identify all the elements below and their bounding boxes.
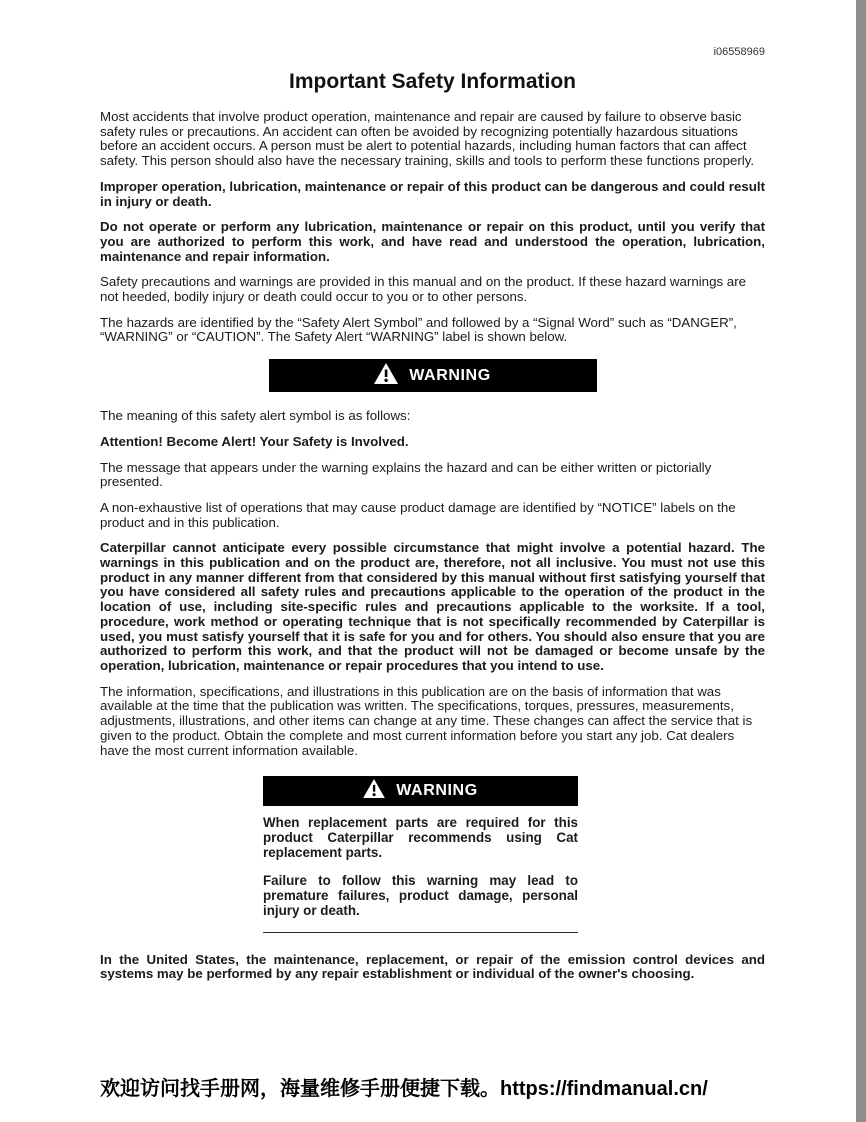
warning-label: WARNING <box>396 782 478 800</box>
warning-banner <box>263 776 578 806</box>
paragraph-symbol-meaning: The meaning of this safety alert symbol is as follows: <box>100 408 411 424</box>
paragraph-failure-to-follow: Failure to follow this warning may lead to premature failures, product damage, personal injury or death. <box>263 872 578 918</box>
paragraph-united-states-emission: In the United States, the maintenance, replacement, or repair of the emission control devices and systems may be performed by any repair establishment or individual of the owner's choosing. <box>100 951 765 982</box>
paragraph-do-not-operate: Do not operate or perform any lubrication, maintenance or repair on this product, until you verify that you are authorized to perform this work, and have read and understood the operation, lubrication, maintenance and repair information. <box>100 219 765 264</box>
warning-label: WARNING <box>409 366 491 384</box>
doc-id: i06558969 <box>713 46 765 58</box>
paragraph-caterpillar-disclaimer: Caterpillar cannot anticipate every possible circumstance that might involve a potential hazard. The warnings in this publication and on the product are, therefore, not all inclusive. You must not use this product in any manner different from that considered by this manual without first satisfying yourself that you have considered all safety rules and precautions applicable to the operation of the product in the location of use, including site-specific rules and precautions applicable to the worksite. If a tool, procedure, work method or operating technique that is not specifically recommended by Caterpillar is used, you must satisfy yourself that it is safe for you and for others. You should also ensure that you are authorized to perform this work, and that the product will not be damaged or become unsafe by the operation, lubrication, maintenance or repair procedures that you intend to use. <box>100 540 765 673</box>
warning-triangle-icon <box>363 779 385 803</box>
paragraph-notice-labels: A non-exhaustive list of operations that may cause product damage are identified by “NOTICE” labels on the product and in this publication. <box>100 499 736 530</box>
page-title: Important Safety Information <box>288 70 577 93</box>
footer-text: 欢迎访问找手册网，海量维修手册便捷下载。https://findmanual.cn/ <box>100 1078 708 1100</box>
document-page <box>100 46 765 993</box>
paragraph-safety-precautions: Safety precautions and warnings are provided in this manual and on the product. If these hazard warnings are not heeded, bodily injury or death could occur to you or to other persons. <box>100 274 747 305</box>
scan-edge <box>856 0 866 1122</box>
paragraph-improper-operation: Improper operation, lubrication, maintenance or repair of this product can be dangerous and could result in injury or death. <box>100 178 765 209</box>
paragraph-information-basis: The information, specifications, and illustrations in this publication are on the basis of information that was available at the time that the publication was written. The specifications, torques, pressures, measurements, adjustments, illustrations, and other items can change at any time. These changes can affect the service that is given to the product. Obtain the complete and most current information before you start any job. Cat dealers have the most current information available. <box>100 683 753 758</box>
divider <box>263 932 578 933</box>
paragraph-replacement-parts: When replacement parts are required for this product Caterpillar recommends using Cat replacement parts. <box>263 815 578 861</box>
paragraph-attention: Attention! Become Alert! Your Safety is Involved. <box>100 433 409 449</box>
paragraph-accidents: Most accidents that involve product operation, maintenance and repair are caused by failure to observe basic safety rules or precautions. An accident can often be avoided by recognizing potentially hazardous situations before an accident occurs. A person must be alert to potential hazards, including human factors that can affect safety. This person should also have the necessary training, skills and tools to perform these functions properly. <box>100 109 755 169</box>
paragraph-message-explains: The message that appears under the warning explains the hazard and can be either written or pictorially presented. <box>100 459 712 490</box>
warning-triangle-icon <box>374 363 398 389</box>
warning-banner <box>269 359 597 392</box>
paragraph-hazard-identification: The hazards are identified by the “Safety Alert Symbol” and followed by a “Signal Word” such as “DANGER”, “WARNING” or “CAUTION”. The Safety Alert “WARNING” label is shown below. <box>100 314 737 345</box>
replacement-parts-warning-box <box>263 776 578 932</box>
